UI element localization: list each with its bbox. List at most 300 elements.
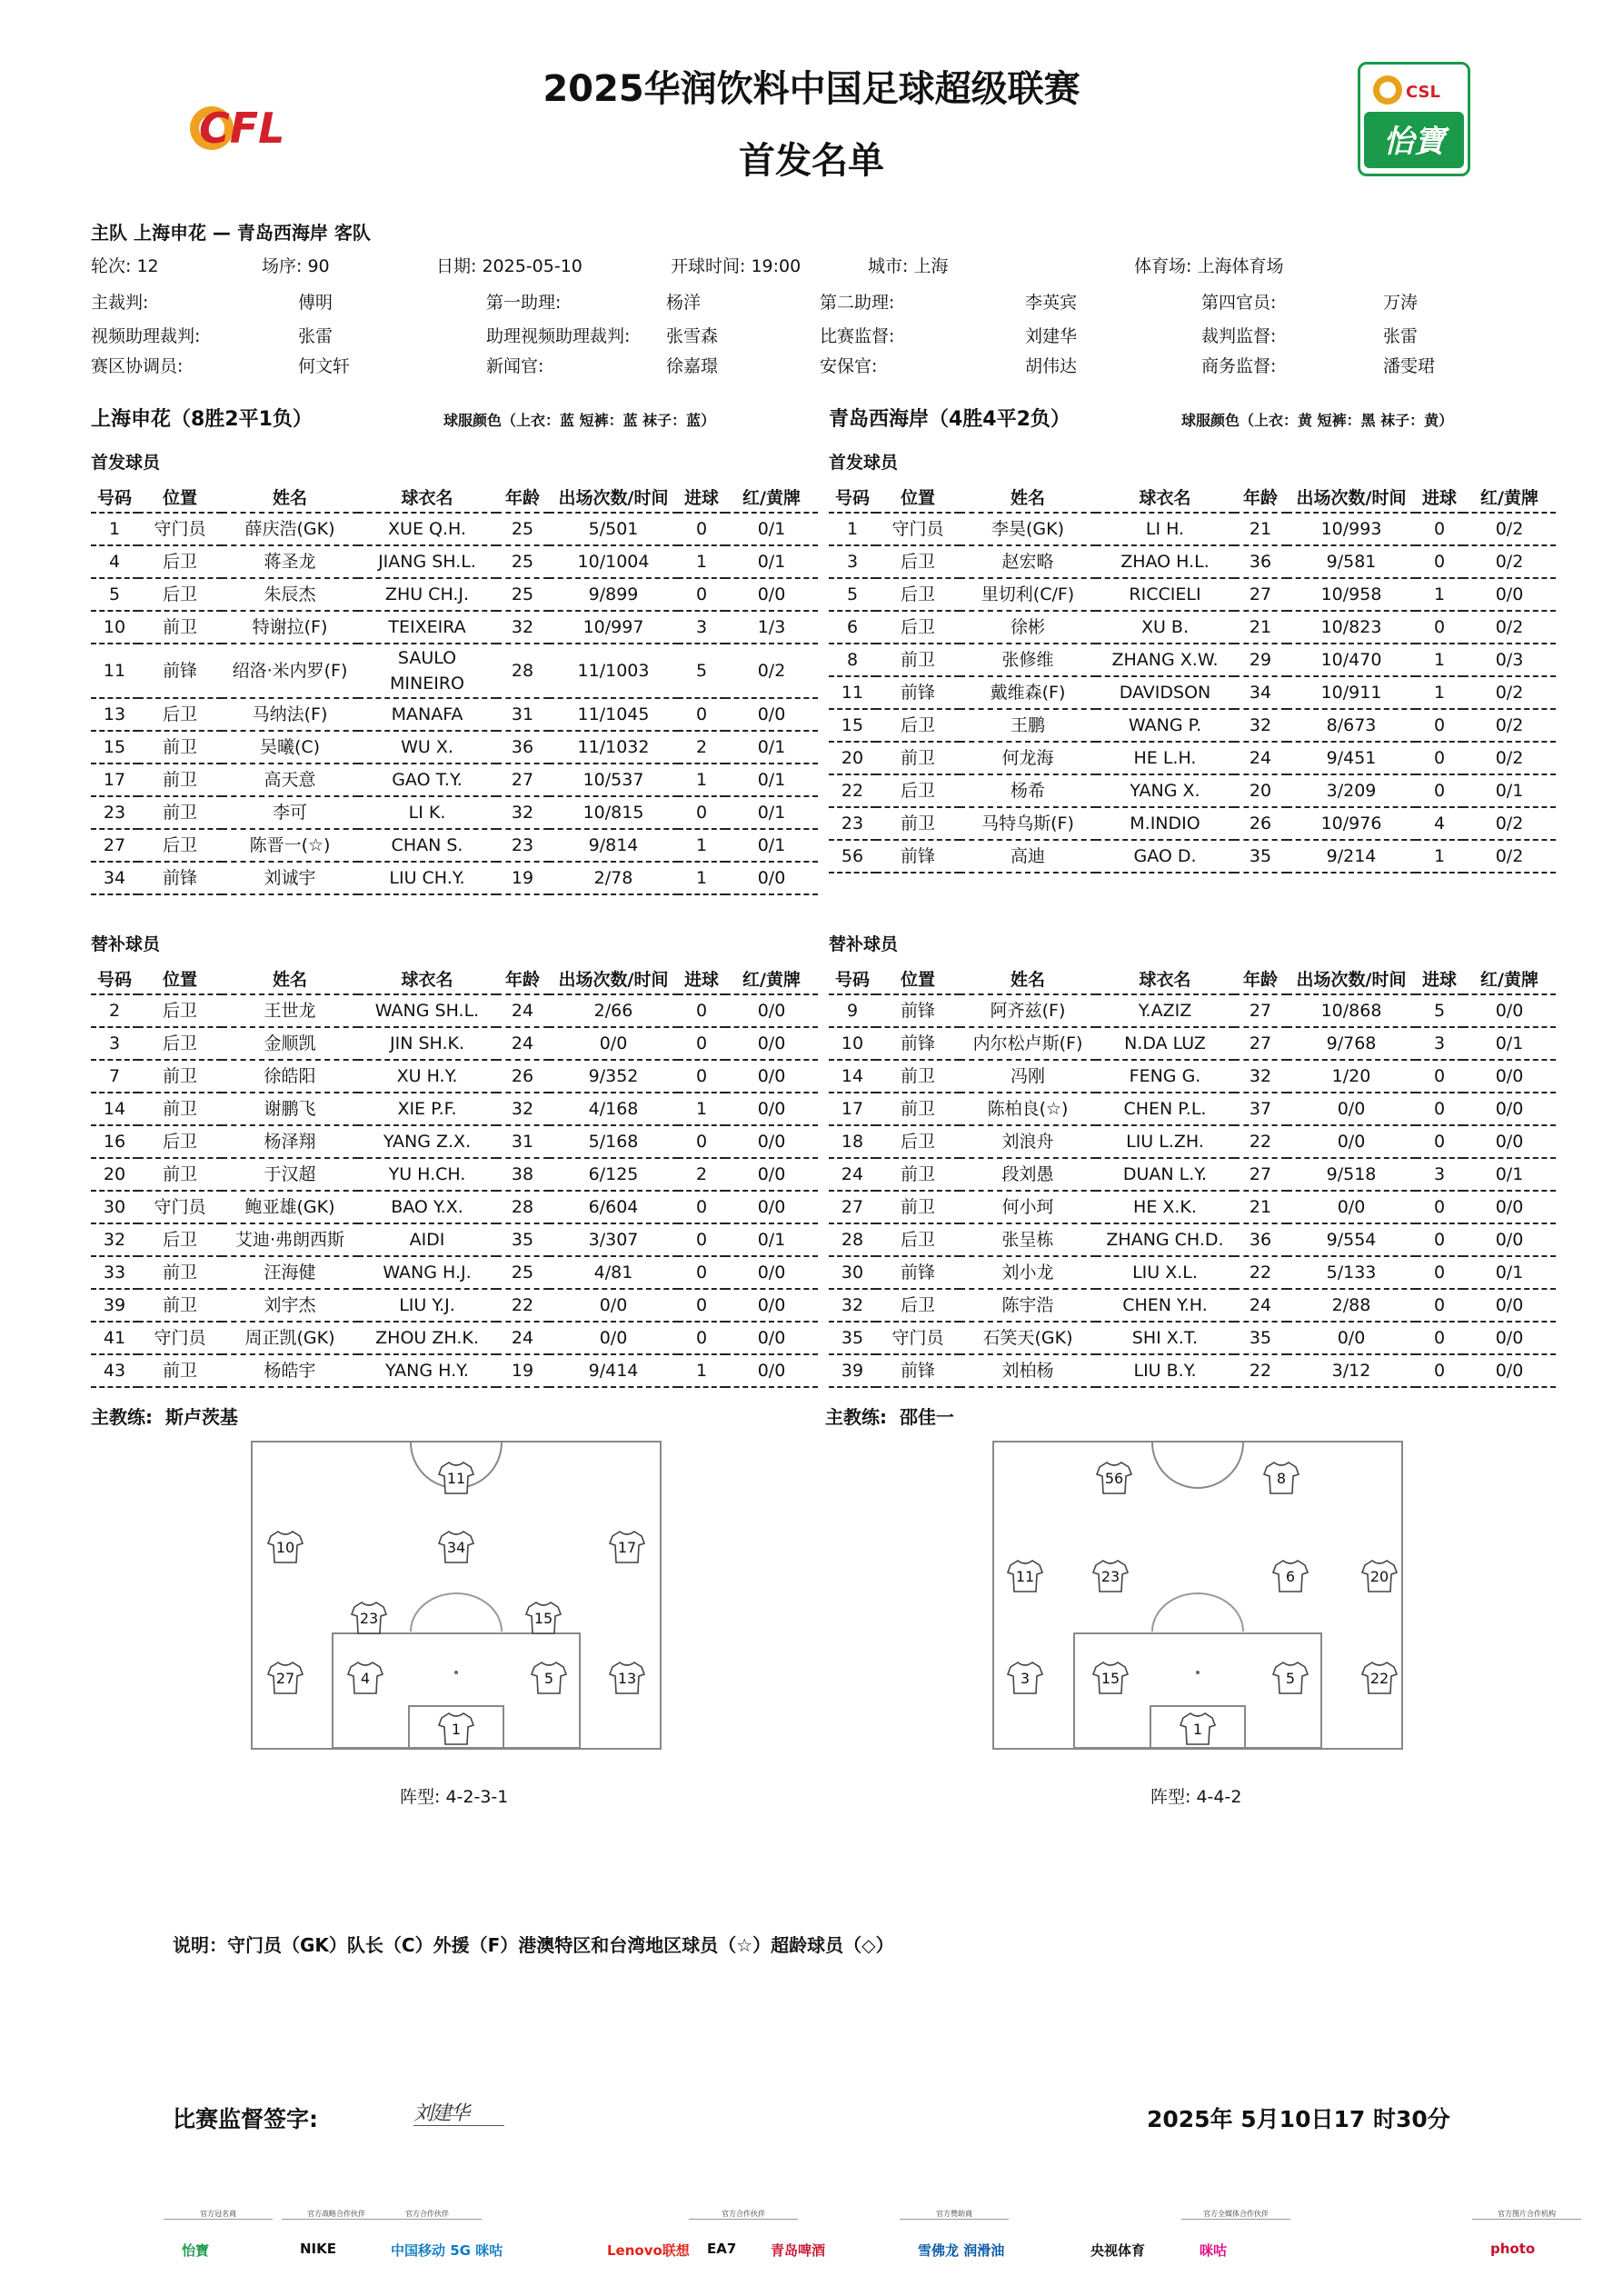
away-kit: 球服颜色（上衣：黄 短裤：黑 袜子：黄） bbox=[1181, 412, 1454, 429]
table-cell: 33 bbox=[91, 1256, 138, 1289]
table-row bbox=[91, 1125, 818, 1158]
sponsor-logo: 怡寶 bbox=[182, 2242, 210, 2259]
shirt-name: N.DA LUZ bbox=[1096, 1027, 1234, 1060]
table-cell: 0/0 bbox=[1463, 994, 1556, 1027]
table-cell: 前卫 bbox=[876, 644, 960, 676]
table-cell: 0 bbox=[1416, 1093, 1463, 1125]
shirt-number: 11 bbox=[446, 1470, 466, 1487]
column-header: 姓名 bbox=[222, 482, 358, 513]
table-cell: 20 bbox=[829, 742, 876, 774]
column-header: 位置 bbox=[876, 482, 960, 513]
table-cell: 10/868 bbox=[1287, 994, 1416, 1027]
table-cell: 36 bbox=[496, 731, 549, 764]
table-cell: 0/0 bbox=[725, 1354, 818, 1387]
table-cell: 24 bbox=[496, 1322, 549, 1354]
table-cell: 1 bbox=[1416, 644, 1463, 676]
table-cell: 1/3 bbox=[725, 611, 818, 644]
table-cell: 21 bbox=[1234, 1191, 1287, 1223]
table-cell: 22 bbox=[829, 774, 876, 807]
away-coach-label: 主教练: bbox=[825, 1406, 887, 1428]
player-shirt bbox=[1180, 1712, 1216, 1746]
signature: 刘建华 bbox=[413, 2102, 469, 2125]
csl-brand-text: 怡寶 bbox=[1383, 124, 1445, 160]
table-cell: 31 bbox=[496, 698, 549, 731]
shirt-name: HE L.H. bbox=[1096, 742, 1234, 774]
table-cell: 0 bbox=[1416, 1256, 1463, 1289]
shirt-name: ZHU CH.J. bbox=[358, 578, 496, 611]
table-cell: 35 bbox=[496, 1223, 549, 1256]
table-cell: 9/814 bbox=[549, 829, 678, 862]
table-cell: 后卫 bbox=[138, 829, 222, 862]
table-cell: 32 bbox=[496, 1093, 549, 1125]
table-cell: 前卫 bbox=[138, 796, 222, 829]
legend-note: 说明：守门员（GK）队长（C）外援（F）港澳特区和台湾地区球员（☆）超龄球员（◇） bbox=[173, 1934, 894, 1956]
table-cell: 前卫 bbox=[138, 764, 222, 796]
table-row bbox=[91, 1223, 818, 1256]
table-cell: 0/0 bbox=[1463, 1223, 1556, 1256]
table-row bbox=[829, 774, 1556, 807]
shirt-name: WANG SH.L. bbox=[358, 994, 496, 1027]
table-cell: 5/168 bbox=[549, 1125, 678, 1158]
sponsor-caption: 官方合作伙伴 bbox=[689, 2209, 798, 2220]
table-cell: 11 bbox=[91, 644, 138, 698]
table-cell: 后卫 bbox=[876, 774, 960, 807]
table-cell: 0/0 bbox=[725, 1289, 818, 1322]
table-row bbox=[829, 676, 1556, 709]
shirt-number: 17 bbox=[617, 1539, 637, 1556]
table-row bbox=[91, 829, 818, 862]
table-cell: 28 bbox=[496, 1191, 549, 1223]
shirt-name: MANAFA bbox=[358, 698, 496, 731]
player-name: 陈柏良(☆) bbox=[960, 1093, 1096, 1125]
table-cell: 0/0 bbox=[725, 1027, 818, 1060]
table-cell: 0/1 bbox=[725, 545, 818, 578]
shirt-number: 1 bbox=[451, 1721, 462, 1738]
away-starters-label: 首发球员 bbox=[829, 453, 899, 473]
home-coach: 斯卢茨基 bbox=[164, 1406, 238, 1428]
round-value: 12 bbox=[136, 256, 159, 276]
shirt-name: ZHAO H.L. bbox=[1096, 545, 1234, 578]
player-name: 特谢拉(F) bbox=[222, 611, 358, 644]
table-cell: 0/0 bbox=[1463, 1354, 1556, 1387]
player-name: 内尔松卢斯(F) bbox=[960, 1027, 1096, 1060]
table-row bbox=[829, 1289, 1556, 1322]
table-cell: 29 bbox=[1234, 644, 1287, 676]
table-row bbox=[91, 698, 818, 731]
table-cell: 9/451 bbox=[1287, 742, 1416, 774]
table-cell: 27 bbox=[1234, 578, 1287, 611]
table-cell: 5/501 bbox=[549, 513, 678, 545]
column-header: 年龄 bbox=[496, 963, 549, 994]
table-cell: 24 bbox=[496, 1027, 549, 1060]
player-name: 朱辰杰 bbox=[222, 578, 358, 611]
table-cell: 2/88 bbox=[1287, 1289, 1416, 1322]
table-row bbox=[91, 611, 818, 644]
table-header-row bbox=[91, 963, 818, 994]
shirt-name: M.INDIO bbox=[1096, 807, 1234, 840]
table-cell: 25 bbox=[496, 513, 549, 545]
away-formation-label: 阵型: bbox=[1150, 1787, 1191, 1807]
player-name: 张呈栋 bbox=[960, 1223, 1096, 1256]
table-cell: 1 bbox=[678, 1354, 725, 1387]
home-subs-table bbox=[91, 963, 818, 1388]
official-label: 新闻官: bbox=[486, 356, 544, 376]
table-cell: 10/976 bbox=[1287, 807, 1416, 840]
player-shirt bbox=[1096, 1461, 1132, 1495]
table-cell: 5 bbox=[91, 578, 138, 611]
shirt-name: YU H.CH. bbox=[358, 1158, 496, 1191]
column-header: 出场次数/时间 bbox=[549, 963, 678, 994]
table-cell: 32 bbox=[1234, 709, 1287, 742]
table-row bbox=[829, 840, 1556, 873]
table-row bbox=[91, 764, 818, 796]
table-row bbox=[829, 1256, 1556, 1289]
official-name: 潘雯珺 bbox=[1383, 356, 1436, 376]
table-cell: 35 bbox=[829, 1322, 876, 1354]
table-row bbox=[91, 731, 818, 764]
table-cell: 1 bbox=[678, 829, 725, 862]
player-name: 高天意 bbox=[222, 764, 358, 796]
table-cell: 1 bbox=[678, 545, 725, 578]
table-cell: 4 bbox=[91, 545, 138, 578]
table-cell: 8 bbox=[829, 644, 876, 676]
shirt-number: 56 bbox=[1104, 1470, 1124, 1487]
player-name: 阿齐兹(F) bbox=[960, 994, 1096, 1027]
shirt-number: 34 bbox=[446, 1539, 466, 1556]
player-name: 马特乌斯(F) bbox=[960, 807, 1096, 840]
table-cell: 9 bbox=[829, 994, 876, 1027]
player-name: 蒋圣龙 bbox=[222, 545, 358, 578]
kickoff-label: 开球时间: bbox=[671, 256, 746, 276]
official-name: 张雷 bbox=[298, 326, 334, 346]
official-label: 第四官员: bbox=[1201, 293, 1277, 313]
player-name: 刘诚宇 bbox=[222, 862, 358, 894]
table-cell: 34 bbox=[91, 862, 138, 894]
home-formation-label: 阵型: bbox=[400, 1787, 441, 1807]
away-subs-label: 替补球员 bbox=[829, 934, 899, 954]
signature-stroke bbox=[413, 2125, 504, 2126]
player-shirt bbox=[609, 1661, 645, 1695]
shirt-name: CHEN P.L. bbox=[1096, 1093, 1234, 1125]
table-row bbox=[829, 1191, 1556, 1223]
player-name: 李可 bbox=[222, 796, 358, 829]
player-shirt bbox=[609, 1530, 645, 1564]
table-cell: 3 bbox=[678, 611, 725, 644]
column-header: 红/黄牌 bbox=[1463, 963, 1556, 994]
table-cell: 后卫 bbox=[138, 994, 222, 1027]
away-coach: 邵佳一 bbox=[899, 1406, 954, 1428]
table-cell: 11 bbox=[829, 676, 876, 709]
table-cell: 0 bbox=[678, 1060, 725, 1093]
table-cell: 9/352 bbox=[549, 1060, 678, 1093]
table-cell: 1/20 bbox=[1287, 1060, 1416, 1093]
table-cell: 10/958 bbox=[1287, 578, 1416, 611]
table-cell: 6/125 bbox=[549, 1158, 678, 1191]
shirt-name: AIDI bbox=[358, 1223, 496, 1256]
table-cell: 0/1 bbox=[725, 796, 818, 829]
table-cell: 0/0 bbox=[725, 1158, 818, 1191]
shirt-name: LIU Y.J. bbox=[358, 1289, 496, 1322]
table-cell: 0 bbox=[678, 796, 725, 829]
table-cell: 37 bbox=[1234, 1093, 1287, 1125]
table-cell: 35 bbox=[1234, 840, 1287, 873]
table-row bbox=[829, 1027, 1556, 1060]
table-row bbox=[91, 1027, 818, 1060]
table-cell: 前卫 bbox=[876, 1191, 960, 1223]
table-cell: 0 bbox=[678, 1289, 725, 1322]
sponsor-logo: photo bbox=[1490, 2241, 1536, 2257]
shirt-name: HE X.K. bbox=[1096, 1191, 1234, 1223]
player-shirt bbox=[525, 1601, 562, 1635]
shirt-number: 23 bbox=[1100, 1568, 1120, 1585]
table-cell: 1 bbox=[1416, 840, 1463, 873]
official-label: 比赛监督: bbox=[820, 326, 895, 346]
table-row bbox=[829, 1223, 1556, 1256]
column-header: 号码 bbox=[829, 963, 876, 994]
column-header: 红/黄牌 bbox=[1463, 482, 1556, 513]
table-cell: 0/0 bbox=[725, 1093, 818, 1125]
page-title: 2025华润饮料中国足球超级联赛 bbox=[543, 68, 1080, 110]
table-cell: 守门员 bbox=[138, 513, 222, 545]
table-row bbox=[91, 1354, 818, 1387]
table-cell: 后卫 bbox=[138, 545, 222, 578]
table-row bbox=[91, 994, 818, 1027]
shirt-name: YANG X. bbox=[1096, 774, 1234, 807]
table-cell: 9/214 bbox=[1287, 840, 1416, 873]
table-cell: 0 bbox=[678, 1223, 725, 1256]
city-label: 城市: bbox=[868, 256, 909, 276]
table-cell: 5/133 bbox=[1287, 1256, 1416, 1289]
shirt-name: LIU CH.Y. bbox=[358, 862, 496, 894]
player-name: 汪海健 bbox=[222, 1256, 358, 1289]
player-name: 陈宇浩 bbox=[960, 1289, 1096, 1322]
player-name: 杨皓宇 bbox=[222, 1354, 358, 1387]
cfl-logo-text: CFL bbox=[199, 104, 285, 153]
player-name: 薛庆浩(GK) bbox=[222, 513, 358, 545]
table-cell: 6/604 bbox=[549, 1191, 678, 1223]
table-cell: 0/0 bbox=[1463, 578, 1556, 611]
table-cell: 14 bbox=[829, 1060, 876, 1093]
table-header-row bbox=[91, 482, 818, 513]
column-header: 姓名 bbox=[960, 482, 1096, 513]
shirt-name: DAVIDSON bbox=[1096, 676, 1234, 709]
table-cell: 0/0 bbox=[725, 1256, 818, 1289]
table-row bbox=[829, 1093, 1556, 1125]
table-cell: 0 bbox=[1416, 742, 1463, 774]
shirt-name: SAULO MINEIRO bbox=[358, 644, 496, 698]
table-cell: 3/209 bbox=[1287, 774, 1416, 807]
stadium-label: 体育场: bbox=[1134, 256, 1192, 276]
player-name: 艾迪·弗朗西斯 bbox=[222, 1223, 358, 1256]
table-cell: 2 bbox=[678, 731, 725, 764]
table-cell: 32 bbox=[496, 796, 549, 829]
table-cell: 10 bbox=[91, 611, 138, 644]
shirt-name: FENG G. bbox=[1096, 1060, 1234, 1093]
table-row bbox=[829, 1158, 1556, 1191]
home-formation-pitch bbox=[251, 1441, 662, 1750]
shirt-name: CHEN Y.H. bbox=[1096, 1289, 1234, 1322]
table-cell: 11/1003 bbox=[549, 644, 678, 698]
shirt-number: 6 bbox=[1285, 1568, 1296, 1585]
official-name: 何文轩 bbox=[298, 356, 351, 376]
table-cell: 32 bbox=[1234, 1060, 1287, 1093]
table-cell: 0/0 bbox=[549, 1289, 678, 1322]
table-cell: 26 bbox=[1234, 807, 1287, 840]
table-cell: 守门员 bbox=[876, 513, 960, 545]
table-cell: 0/0 bbox=[1463, 1125, 1556, 1158]
shirt-name: LIU X.L. bbox=[1096, 1256, 1234, 1289]
column-header: 红/黄牌 bbox=[725, 482, 818, 513]
table-cell: 0/1 bbox=[1463, 774, 1556, 807]
table-cell: 守门员 bbox=[876, 1322, 960, 1354]
player-name: 刘浪舟 bbox=[960, 1125, 1096, 1158]
table-cell: 7 bbox=[91, 1060, 138, 1093]
official-name: 刘建华 bbox=[1025, 326, 1078, 346]
table-cell: 27 bbox=[1234, 1027, 1287, 1060]
shirt-number: 15 bbox=[1100, 1670, 1120, 1687]
column-header: 号码 bbox=[829, 482, 876, 513]
player-name: 徐皓阳 bbox=[222, 1060, 358, 1093]
table-cell: 21 bbox=[1234, 611, 1287, 644]
table-cell: 2/66 bbox=[549, 994, 678, 1027]
shirt-number: 23 bbox=[359, 1610, 379, 1627]
player-name: 陈晋一(☆) bbox=[222, 829, 358, 862]
home-starters-table bbox=[91, 482, 818, 895]
official-name: 杨洋 bbox=[666, 293, 702, 313]
table-row bbox=[829, 1125, 1556, 1158]
table-cell: 后卫 bbox=[876, 1223, 960, 1256]
table-cell: 9/768 bbox=[1287, 1027, 1416, 1060]
table-cell: 0 bbox=[1416, 1191, 1463, 1223]
table-cell: 前锋 bbox=[876, 1256, 960, 1289]
table-cell: 28 bbox=[496, 644, 549, 698]
table-cell: 24 bbox=[829, 1158, 876, 1191]
table-cell: 0/1 bbox=[1463, 1256, 1556, 1289]
signature-label: 比赛监督签字: bbox=[173, 2106, 318, 2132]
table-cell: 26 bbox=[496, 1060, 549, 1093]
player-name: 马纳法(F) bbox=[222, 698, 358, 731]
table-cell: 10 bbox=[829, 1027, 876, 1060]
table-row bbox=[91, 644, 818, 698]
home-starters-label: 首发球员 bbox=[91, 453, 161, 473]
table-cell: 15 bbox=[829, 709, 876, 742]
table-cell: 11/1032 bbox=[549, 731, 678, 764]
column-header: 进球 bbox=[678, 963, 725, 994]
column-header: 球衣名 bbox=[1096, 482, 1234, 513]
table-row bbox=[829, 1322, 1556, 1354]
table-row bbox=[829, 1354, 1556, 1387]
table-cell: 9/581 bbox=[1287, 545, 1416, 578]
table-cell: 0/0 bbox=[1463, 1060, 1556, 1093]
shirt-number: 3 bbox=[1020, 1670, 1031, 1687]
away-starters-table bbox=[829, 482, 1556, 873]
table-cell: 9/414 bbox=[549, 1354, 678, 1387]
match-no-label: 场序: bbox=[262, 256, 303, 276]
table-cell: 守门员 bbox=[138, 1322, 222, 1354]
table-cell: 3 bbox=[1416, 1027, 1463, 1060]
player-name: 徐彬 bbox=[960, 611, 1096, 644]
player-name: 刘柏杨 bbox=[960, 1354, 1096, 1387]
table-cell: 0/2 bbox=[1463, 676, 1556, 709]
player-name: 绍洛·米内罗(F) bbox=[222, 644, 358, 698]
table-cell: 30 bbox=[91, 1191, 138, 1223]
table-cell: 0/1 bbox=[725, 1223, 818, 1256]
player-name: 李昊(GK) bbox=[960, 513, 1096, 545]
table-cell: 0 bbox=[678, 1027, 725, 1060]
table-cell: 31 bbox=[496, 1125, 549, 1158]
table-cell: 前锋 bbox=[138, 862, 222, 894]
player-name: 刘宇杰 bbox=[222, 1289, 358, 1322]
table-row bbox=[91, 1158, 818, 1191]
teams-line: 主队 上海申花 — 青岛西海岸 客队 bbox=[91, 222, 371, 244]
column-header: 球衣名 bbox=[358, 482, 496, 513]
pitch-lines bbox=[994, 1442, 1401, 1748]
player-name: 于汉超 bbox=[222, 1158, 358, 1191]
table-cell: 43 bbox=[91, 1354, 138, 1387]
player-shirt bbox=[1092, 1661, 1129, 1695]
table-cell: 10/1004 bbox=[549, 545, 678, 578]
sponsor-caption: 官方赞助商 bbox=[900, 2209, 1009, 2220]
shirt-name: YANG Z.X. bbox=[358, 1125, 496, 1158]
table-cell: 0/0 bbox=[549, 1027, 678, 1060]
table-cell: 10/997 bbox=[549, 611, 678, 644]
player-shirt bbox=[1092, 1559, 1129, 1593]
player-name: 里切利(C/F) bbox=[960, 578, 1096, 611]
table-cell: 1 bbox=[1416, 578, 1463, 611]
shirt-name: LI H. bbox=[1096, 513, 1234, 545]
table-cell: 0 bbox=[1416, 513, 1463, 545]
player-name: 戴维森(F) bbox=[960, 676, 1096, 709]
table-cell: 后卫 bbox=[138, 1223, 222, 1256]
table-cell: 36 bbox=[1234, 1223, 1287, 1256]
player-name: 杨泽翔 bbox=[222, 1125, 358, 1158]
shirt-name: TEIXEIRA bbox=[358, 611, 496, 644]
csl-logo bbox=[1358, 62, 1470, 176]
table-cell: 后卫 bbox=[138, 578, 222, 611]
table-cell: 0 bbox=[1416, 1125, 1463, 1158]
table-cell: 1 bbox=[678, 1093, 725, 1125]
shirt-name: CHAN S. bbox=[358, 829, 496, 862]
official-name: 徐嘉璟 bbox=[666, 356, 719, 376]
table-cell: 0/2 bbox=[725, 644, 818, 698]
table-row bbox=[91, 796, 818, 829]
table-cell: 6 bbox=[829, 611, 876, 644]
table-cell: 5 bbox=[1416, 994, 1463, 1027]
table-cell: 0/0 bbox=[725, 994, 818, 1027]
official-label: 商务监督: bbox=[1201, 356, 1277, 376]
shirt-name: RICCIELI bbox=[1096, 578, 1234, 611]
table-cell: 2 bbox=[91, 994, 138, 1027]
table-cell: 5 bbox=[678, 644, 725, 698]
table-cell: 前卫 bbox=[138, 731, 222, 764]
shirt-name: XU B. bbox=[1096, 611, 1234, 644]
sponsor-logo: 中国移动 5G 咪咕 bbox=[391, 2242, 503, 2259]
table-row bbox=[829, 994, 1556, 1027]
table-cell: 前卫 bbox=[876, 807, 960, 840]
sponsor-logo: Lenovo联想 bbox=[607, 2242, 690, 2259]
sponsor-caption: 官方合作伙伴 bbox=[373, 2209, 482, 2220]
table-cell: 24 bbox=[1234, 742, 1287, 774]
table-cell: 35 bbox=[1234, 1322, 1287, 1354]
table-cell: 0 bbox=[678, 1256, 725, 1289]
table-cell: 0/0 bbox=[725, 698, 818, 731]
table-cell: 19 bbox=[496, 862, 549, 894]
table-cell: 0/2 bbox=[1463, 807, 1556, 840]
column-header: 球衣名 bbox=[1096, 963, 1234, 994]
table-cell: 32 bbox=[496, 611, 549, 644]
column-header: 进球 bbox=[678, 482, 725, 513]
shirt-number: 27 bbox=[275, 1670, 295, 1687]
